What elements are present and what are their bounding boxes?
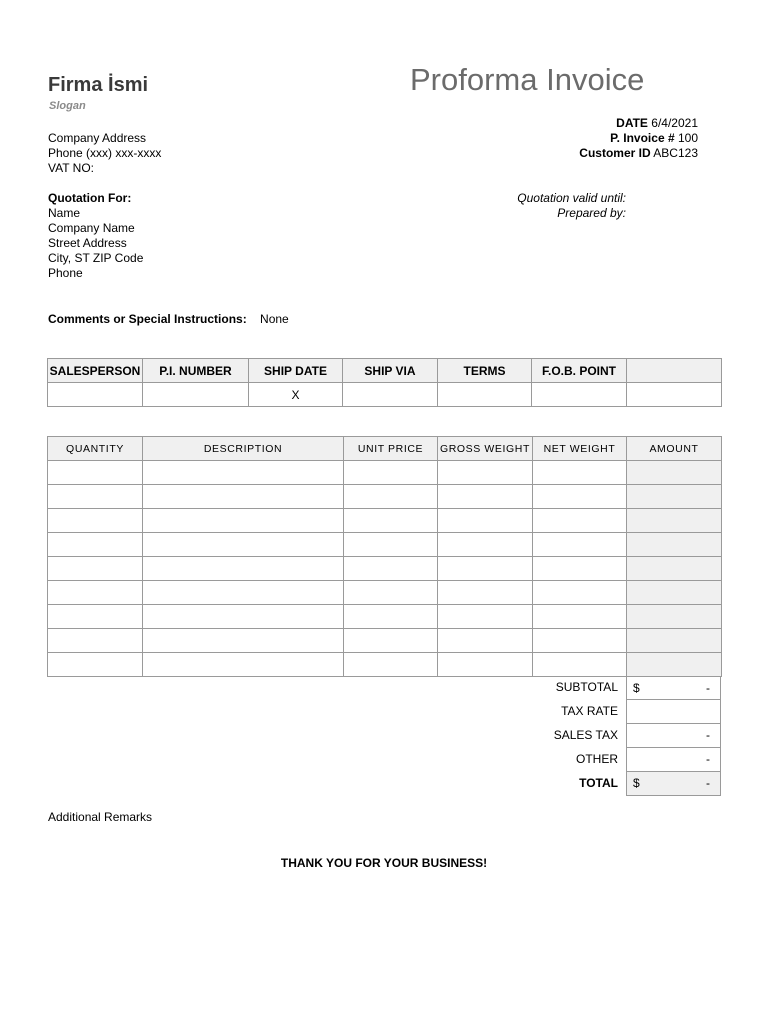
amount-cell[interactable] — [627, 629, 722, 653]
blank-cell[interactable] — [627, 383, 722, 407]
amount-cell[interactable] — [627, 485, 722, 509]
subtotal-label: SUBTOTAL — [555, 680, 618, 694]
shipping-table — [47, 358, 722, 407]
items-header-row — [48, 437, 722, 461]
unit-price-header: UNIT PRICE — [344, 437, 438, 461]
invoice-meta — [579, 116, 698, 161]
quantity-cell[interactable] — [48, 509, 143, 533]
unit-price-cell[interactable] — [344, 533, 438, 557]
net-weight-cell[interactable] — [533, 485, 627, 509]
description-cell[interactable] — [143, 581, 344, 605]
other-value-cell[interactable] — [626, 748, 721, 772]
sales-tax-value-cell[interactable] — [626, 724, 721, 748]
sales-tax-label: SALES TAX — [553, 728, 618, 742]
description-cell[interactable] — [143, 485, 344, 509]
tax-rate-label: TAX RATE — [561, 704, 618, 718]
table-row — [48, 461, 722, 485]
items-table — [47, 436, 722, 677]
customer-street: Street Address — [48, 236, 127, 250]
gross-weight-cell[interactable] — [438, 509, 533, 533]
company-address: Company Address — [48, 131, 147, 145]
table-row — [48, 581, 722, 605]
net-weight-cell[interactable] — [533, 605, 627, 629]
total-currency: $ — [633, 776, 640, 790]
total-value-cell[interactable] — [626, 772, 721, 796]
total-value: - — [706, 776, 710, 790]
company-phone: Phone (xxx) xxx-xxxx — [48, 146, 162, 160]
customer-name: Name — [48, 206, 81, 220]
salesperson-cell[interactable] — [48, 383, 143, 407]
gross-weight-cell[interactable] — [438, 485, 533, 509]
other-label: OTHER — [576, 752, 618, 766]
table-row — [48, 533, 722, 557]
subtotal-currency: $ — [633, 681, 640, 695]
quotation-for-block — [48, 191, 143, 281]
fob-point-cell[interactable] — [532, 383, 627, 407]
company-info — [48, 131, 161, 176]
customer-id-row — [579, 146, 698, 161]
pi-number-cell[interactable] — [143, 383, 249, 407]
customer-id-label: Customer ID — [579, 146, 651, 160]
quantity-cell[interactable] — [48, 485, 143, 509]
customer-city: City, ST ZIP Code — [48, 251, 144, 265]
date-row — [579, 116, 698, 131]
unit-price-cell[interactable] — [344, 509, 438, 533]
blank-header — [627, 359, 722, 383]
amount-cell[interactable] — [627, 581, 722, 605]
salesperson-header: SALESPERSON — [48, 359, 143, 383]
subtotal-row — [520, 676, 721, 700]
quantity-cell[interactable] — [48, 533, 143, 557]
unit-price-cell[interactable] — [344, 581, 438, 605]
subtotal-value-cell[interactable] — [626, 676, 721, 700]
total-row — [520, 772, 721, 796]
quotation-heading: Quotation For: — [48, 191, 132, 205]
gross-weight-cell[interactable] — [438, 461, 533, 485]
totals-block — [520, 676, 721, 796]
unit-price-cell[interactable] — [344, 461, 438, 485]
valid-until-label: Quotation valid until: — [517, 191, 626, 205]
description-cell[interactable] — [143, 605, 344, 629]
date-label: DATE — [616, 116, 648, 130]
thank-you-message: THANK YOU FOR YOUR BUSINESS! — [280, 856, 488, 870]
net-weight-cell[interactable] — [533, 557, 627, 581]
quantity-cell[interactable] — [48, 629, 143, 653]
comments-row — [48, 312, 289, 326]
gross-weight-cell[interactable] — [438, 629, 533, 653]
invoice-number-row — [579, 131, 698, 146]
amount-cell[interactable] — [627, 461, 722, 485]
description-header: DESCRIPTION — [143, 437, 344, 461]
subtotal-value: - — [706, 681, 710, 695]
table-row — [48, 509, 722, 533]
amount-cell[interactable] — [627, 605, 722, 629]
gross-weight-cell[interactable] — [438, 533, 533, 557]
amount-cell[interactable] — [627, 653, 722, 677]
description-cell[interactable] — [143, 557, 344, 581]
tax-rate-value-cell[interactable] — [626, 700, 721, 724]
ship-via-header: SHIP VIA — [343, 359, 438, 383]
customer-phone: Phone — [48, 266, 83, 280]
shipping-data-row — [48, 383, 722, 407]
tax-rate-row — [520, 700, 721, 724]
description-cell[interactable] — [143, 653, 344, 677]
invoice-number-value: 100 — [677, 131, 698, 145]
prepared-by-label: Prepared by: — [557, 206, 626, 220]
gross-weight-cell[interactable] — [438, 581, 533, 605]
gross-weight-cell[interactable] — [438, 653, 533, 677]
customer-company: Company Name — [48, 221, 135, 235]
date-value: 6/4/2021 — [651, 116, 698, 130]
gross-weight-cell[interactable] — [438, 557, 533, 581]
unit-price-cell[interactable] — [344, 485, 438, 509]
terms-header: TERMS — [438, 359, 532, 383]
invoice-number-label: P. Invoice # — [610, 131, 675, 145]
terms-cell[interactable] — [438, 383, 532, 407]
description-cell[interactable] — [143, 461, 344, 485]
quantity-cell[interactable] — [48, 581, 143, 605]
amount-cell[interactable] — [627, 509, 722, 533]
fob-point-header: F.O.B. POINT — [532, 359, 627, 383]
quantity-cell[interactable] — [48, 557, 143, 581]
unit-price-cell[interactable] — [344, 653, 438, 677]
additional-remarks: Additional Remarks — [48, 810, 153, 824]
quantity-cell[interactable] — [48, 605, 143, 629]
items-body — [48, 461, 722, 677]
sales-tax-value: - — [706, 728, 710, 742]
amount-cell[interactable] — [627, 557, 722, 581]
shipping-header-row — [48, 359, 722, 383]
company-slogan: Slogan — [49, 100, 86, 112]
pi-number-header: P.I. NUMBER — [143, 359, 249, 383]
ship-via-cell[interactable] — [343, 383, 438, 407]
description-cell[interactable] — [143, 509, 344, 533]
gross-weight-header: GROSS WEIGHT — [438, 437, 533, 461]
other-row — [520, 748, 721, 772]
net-weight-cell[interactable] — [533, 653, 627, 677]
net-weight-cell[interactable] — [533, 629, 627, 653]
amount-header: AMOUNT — [627, 437, 722, 461]
unit-price-cell[interactable] — [344, 557, 438, 581]
quantity-header: QUANTITY — [48, 437, 143, 461]
table-row — [48, 629, 722, 653]
other-value: - — [706, 752, 710, 766]
ship-date-header: SHIP DATE — [249, 359, 343, 383]
unit-price-cell[interactable] — [344, 605, 438, 629]
document-title: Proforma Invoice — [410, 62, 645, 97]
net-weight-cell[interactable] — [533, 581, 627, 605]
description-cell[interactable] — [143, 533, 344, 557]
amount-cell[interactable] — [627, 533, 722, 557]
company-name: Firma İsmi — [48, 74, 149, 96]
comments-label: Comments or Special Instructions: — [48, 312, 247, 326]
net-weight-cell[interactable] — [533, 533, 627, 557]
customer-id-value: ABC123 — [653, 146, 698, 160]
sales-tax-row — [520, 724, 721, 748]
description-cell[interactable] — [143, 629, 344, 653]
net-weight-cell[interactable] — [533, 461, 627, 485]
unit-price-cell[interactable] — [344, 629, 438, 653]
company-vat: VAT NO: — [48, 161, 95, 175]
table-row — [48, 485, 722, 509]
table-row — [48, 605, 722, 629]
total-label: TOTAL — [579, 776, 618, 790]
net-weight-cell[interactable] — [533, 509, 627, 533]
net-weight-header: NET WEIGHT — [533, 437, 627, 461]
quantity-cell[interactable] — [48, 461, 143, 485]
table-row — [48, 653, 722, 677]
quotation-validity — [517, 191, 626, 221]
ship-date-cell[interactable]: X — [249, 383, 343, 407]
quantity-cell[interactable] — [48, 653, 143, 677]
gross-weight-cell[interactable] — [438, 605, 533, 629]
table-row — [48, 557, 722, 581]
comments-value: None — [260, 312, 289, 326]
